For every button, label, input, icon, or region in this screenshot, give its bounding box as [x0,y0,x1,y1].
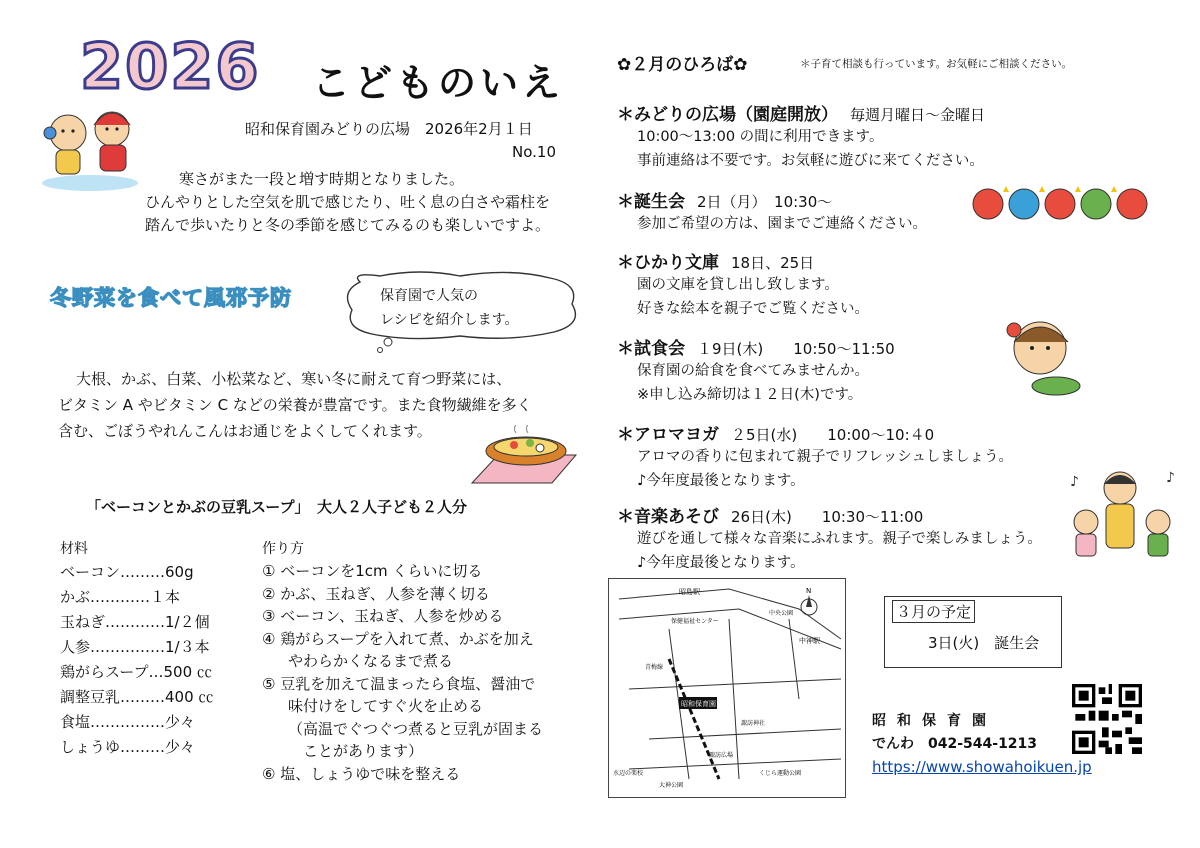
veg-body: 大根、かぶ、白菜、小松菜など、寒い冬に耐えて育つ野菜には、 ビタミン A やビタミン C などの栄養が豊富です。また食物繊維を多く 含む、ごぼうやれんこんはお通じをよくしてくれます。 [58,370,532,440]
steps-list [262,560,582,785]
school-website-link[interactable]: https://www.showahoikuen.jp [872,758,1092,776]
family-music-illustration [1058,462,1190,558]
event-description: 参加ご希望の方は、園までご連絡ください。 [637,216,927,232]
hiroba-title: ✿２月のひろば✿ [617,55,748,75]
ingredients-label: 材料 [60,541,88,557]
steps-label: 作り方 [262,541,304,557]
event-header [617,420,1177,445]
event-title: ＊誕生会 [617,192,685,212]
recipe-step: ④ 鶏がらスープを入れて煮、かぶを加え [262,629,534,648]
qr-code-icon[interactable] [1072,684,1142,754]
newsletter-title: こどものいえ [312,61,565,105]
svg-text:昭島駅: 昭島駅 [679,588,700,596]
event-title: ＊アロマヨガ [617,425,719,445]
event-title: ＊試食会 [617,339,685,359]
svg-text:♪: ♪ [1166,470,1175,486]
kids-ice-illustration [20,95,150,195]
ingredient-item: 人参……………1/３本 [60,638,210,656]
event-description: 事前連絡は不要です。お気軽に遊びに来てください。 [637,153,984,169]
event-when: 毎週月曜日～金曜日 [850,106,986,124]
veg-section-title: 冬野菜を食べて風邪予防 [50,286,292,310]
ingredients-list [60,560,213,760]
svg-text:保健福祉センター: 保健福祉センター [671,618,719,625]
ingredient-item: 玉ねぎ…………1/２個 [60,613,210,631]
ingredient-item: 食塩……………少々 [60,713,196,731]
svg-text:青梅線: 青梅線 [645,664,664,671]
bubble-line-1: 保育園で人気の [380,288,478,304]
recipe-step: ことがあります） [288,742,424,760]
recipe-step: ② かぶ、玉ねぎ、人参を薄く切る [262,584,490,603]
svg-text:大神公園: 大神公園 [659,782,684,789]
event-header [617,100,1177,125]
publisher-date: 昭和保育園みどりの広場 2026年2月１日 [245,120,533,138]
svg-text:中央公園: 中央公園 [769,610,794,617]
recipe-step: ⑤ 豆乳を加えて温まったら食塩、醤油で [262,674,536,693]
svg-text:諏訪神社: 諏訪神社 [741,720,766,727]
hotpot-illustration [468,425,580,485]
ingredient-item: しょうゆ………少々 [60,738,196,756]
event-item [617,100,1177,173]
event-description: 遊びを通して様々な音楽にふれます。親子で楽しみましょう。 [637,531,1042,547]
event-header [617,248,1177,273]
svg-text:昭和保育園: 昭和保育園 [681,700,716,708]
event-when: １9日(木) 10:50～11:50 [697,340,895,358]
recipe-step: ③ ベーコン、玉ねぎ、人参を炒める [262,607,504,625]
event-title: ＊ひかり文庫 [617,253,719,273]
event-when: 26日(木) 10:30～11:00 [731,508,924,526]
event-title: ＊音楽あそび [617,507,719,527]
ingredient-item: ベーコン………60g [60,563,194,581]
recipe-title: 「ベーコンとかぶの豆乳スープ」 大人２人子ども２人分 [86,498,468,516]
event-description: ※申し込み締切は１２日(木)です。 [637,387,863,403]
school-phone: でんわ 042-544-1213 [872,736,1038,752]
svg-text:♪: ♪ [1070,474,1079,490]
event-description: 保育園の給食を食べてみませんか。 [637,363,869,379]
svg-text:諏訪広場: 諏訪広場 [709,752,734,759]
ingredient-item: 鶏がらスープ…500 ㏄ [60,663,212,681]
recipe-step: やわらかくなるまで煮る [288,652,454,670]
event-description: ♪今年度最後となります。 [637,473,805,489]
recipe-step: ⑥ 塩、しょうゆで味を整える [262,764,461,783]
issue-number: No.10 [512,143,556,161]
location-map [608,578,846,798]
event-description: ♪今年度最後となります。 [637,555,805,571]
ingredient-item: かぶ…………１本 [60,588,181,606]
event-description: アロマの香りに包まれて親子でリフレッシュしましょう。 [637,449,1013,465]
event-when: 2日（月） 10:30～ [697,193,833,211]
svg-text:水辺の楽校: 水辺の楽校 [613,770,644,777]
event-description: 園の文庫を貸し出し致します。 [637,277,839,293]
intro-text: 寒さがまた一段と増す時期となりました。 ひんやりとした空気を肌で感じたり、吐く息の白さや霜柱を 踏んで歩いたりと冬の季節を感じてみるのも楽しいですよ。 [145,170,551,234]
girl-eating-illustration [990,312,1102,402]
speech-bubble [340,270,585,355]
oni-masks-illustration [968,180,1154,224]
svg-text:中神駅: 中神駅 [799,637,820,645]
svg-text:N: N [806,587,812,595]
recipe-step: 味付けをしてすぐ火を止める [288,697,484,715]
ingredient-item: 調整豆乳………400 ㏄ [60,688,214,706]
event-title: ＊みどりの広場（園庭開放） [617,105,838,125]
hiroba-note: ＊子育て相談も行っています。お気軽にご相談ください。 [800,58,1073,70]
school-name: 昭和保育園 [872,713,997,729]
bubble-line-2: レシピを紹介します。 [380,312,519,328]
recipe-step: ① ベーコンを1cm くらいに切る [262,562,483,580]
svg-text:くじら運動公園: くじら運動公園 [759,770,802,777]
north-arrow-icon [801,587,817,615]
march-title: ３月の予定 [892,600,975,623]
event-when: ２5日(水) 10:00～10:４0 [731,426,935,444]
march-item: 3日(火) 誕生会 [928,634,1040,652]
recipe-step: （高温でぐつぐつ煮ると豆乳が固まる [288,719,544,738]
event-description: 好きな絵本を親子でご覧ください。 [637,301,869,317]
year-logo: 2026 [80,30,261,103]
event-item [617,248,1177,321]
event-when: 18日、25日 [731,254,815,272]
event-description: 10:00～13:00 の間に利用できます。 [637,129,884,145]
